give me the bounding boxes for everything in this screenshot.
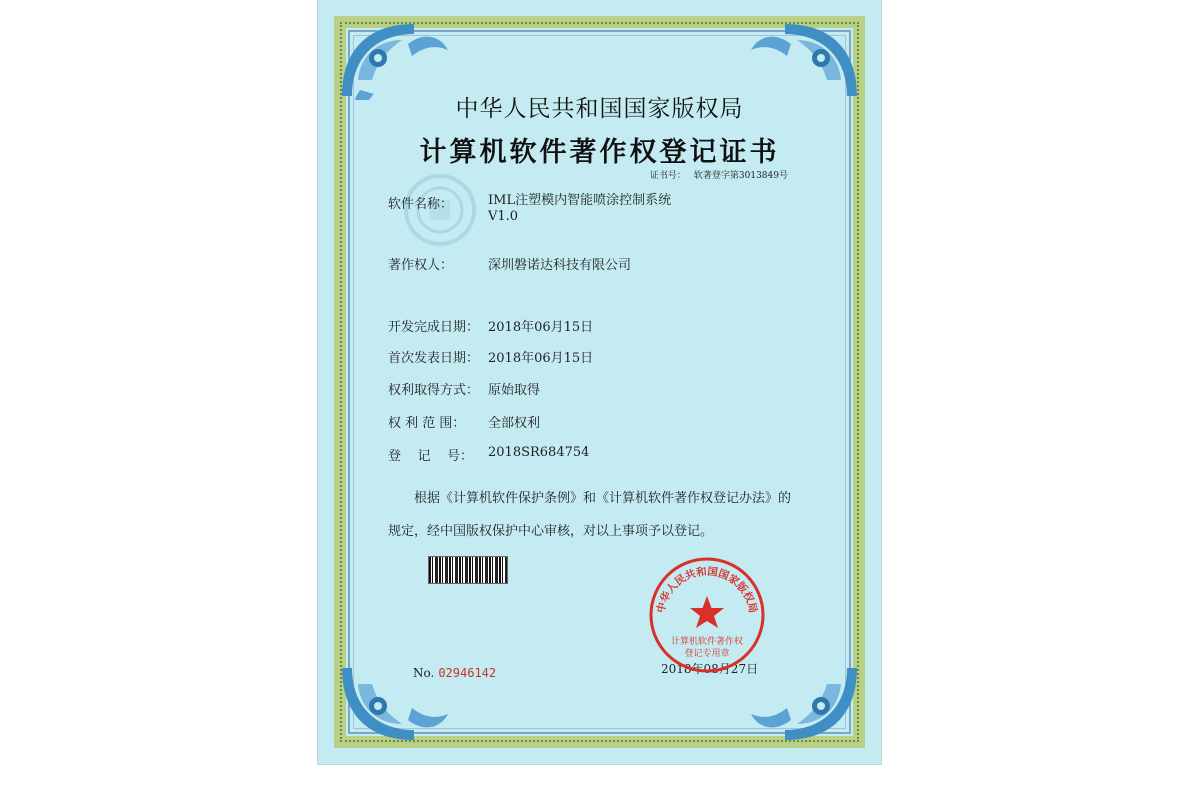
acquisition-method-row bbox=[388, 379, 540, 398]
publish-date-value: 2018年06月15日 bbox=[488, 351, 594, 366]
legal-basis-line2: 规定，经中国版权保护中心审核，对以上事项予以登记。 bbox=[388, 524, 714, 539]
software-name-row bbox=[388, 193, 671, 225]
issuer-title: 中华人民共和国国家版权局 bbox=[455, 96, 744, 122]
certificate-title: 计算机软件著作权登记证书 bbox=[419, 137, 780, 168]
serial-number bbox=[413, 666, 496, 680]
certificate-number-value: 软著登字第3013849号 bbox=[693, 171, 788, 181]
serial-number-value: 02946142 bbox=[438, 666, 497, 680]
registration-number-label: 登 记 号： bbox=[388, 449, 474, 464]
issue-date: 2018年08月27日 bbox=[661, 662, 759, 676]
software-name-value: IML注塑模内智能喷涂控制系统 bbox=[488, 193, 672, 208]
seal-outer-text: 中华人民共和国国家版权局 bbox=[655, 565, 759, 615]
rights-scope-row bbox=[388, 412, 540, 431]
owner-row bbox=[388, 254, 631, 273]
corner-ornament-top-right bbox=[743, 20, 861, 100]
certificate-number bbox=[650, 168, 788, 181]
publish-date-row bbox=[388, 347, 593, 366]
certificate bbox=[318, 0, 881, 764]
corner-ornament-bottom-right bbox=[743, 664, 861, 744]
barcode bbox=[428, 556, 508, 584]
publish-date-label: 首次发表日期： bbox=[388, 351, 480, 366]
official-seal bbox=[648, 556, 766, 674]
legal-basis-line1: 根据《计算机软件保护条例》和《计算机软件著作权登记办法》的 bbox=[414, 491, 792, 506]
seal-inner-line1: 计算机软件著作权 bbox=[670, 637, 744, 647]
certificate-number-label: 证书号： bbox=[649, 171, 686, 181]
software-name-label: 软件名称： bbox=[388, 197, 454, 212]
serial-number-label: No. bbox=[413, 666, 435, 680]
registration-number-value: 2018SR684754 bbox=[488, 445, 590, 460]
software-version-value: V1.0 bbox=[488, 209, 519, 224]
acquisition-method-label: 权利取得方式： bbox=[388, 383, 480, 398]
rights-scope-value: 全部权利 bbox=[488, 416, 541, 431]
registration-number-row bbox=[388, 445, 589, 464]
dev-date-row bbox=[388, 316, 593, 335]
rights-scope-label: 权 利 范 围： bbox=[388, 416, 466, 431]
owner-value: 深圳磐诺达科技有限公司 bbox=[488, 258, 632, 273]
owner-label: 著作权人： bbox=[388, 258, 454, 273]
corner-ornament-top-left bbox=[338, 20, 456, 100]
dev-date-value: 2018年06月15日 bbox=[488, 320, 594, 335]
dev-date-label: 开发完成日期： bbox=[388, 320, 480, 335]
seal-inner-line2: 登记专用章 bbox=[684, 649, 730, 659]
acquisition-method-value: 原始取得 bbox=[488, 383, 541, 398]
seal-star-icon bbox=[690, 596, 724, 628]
